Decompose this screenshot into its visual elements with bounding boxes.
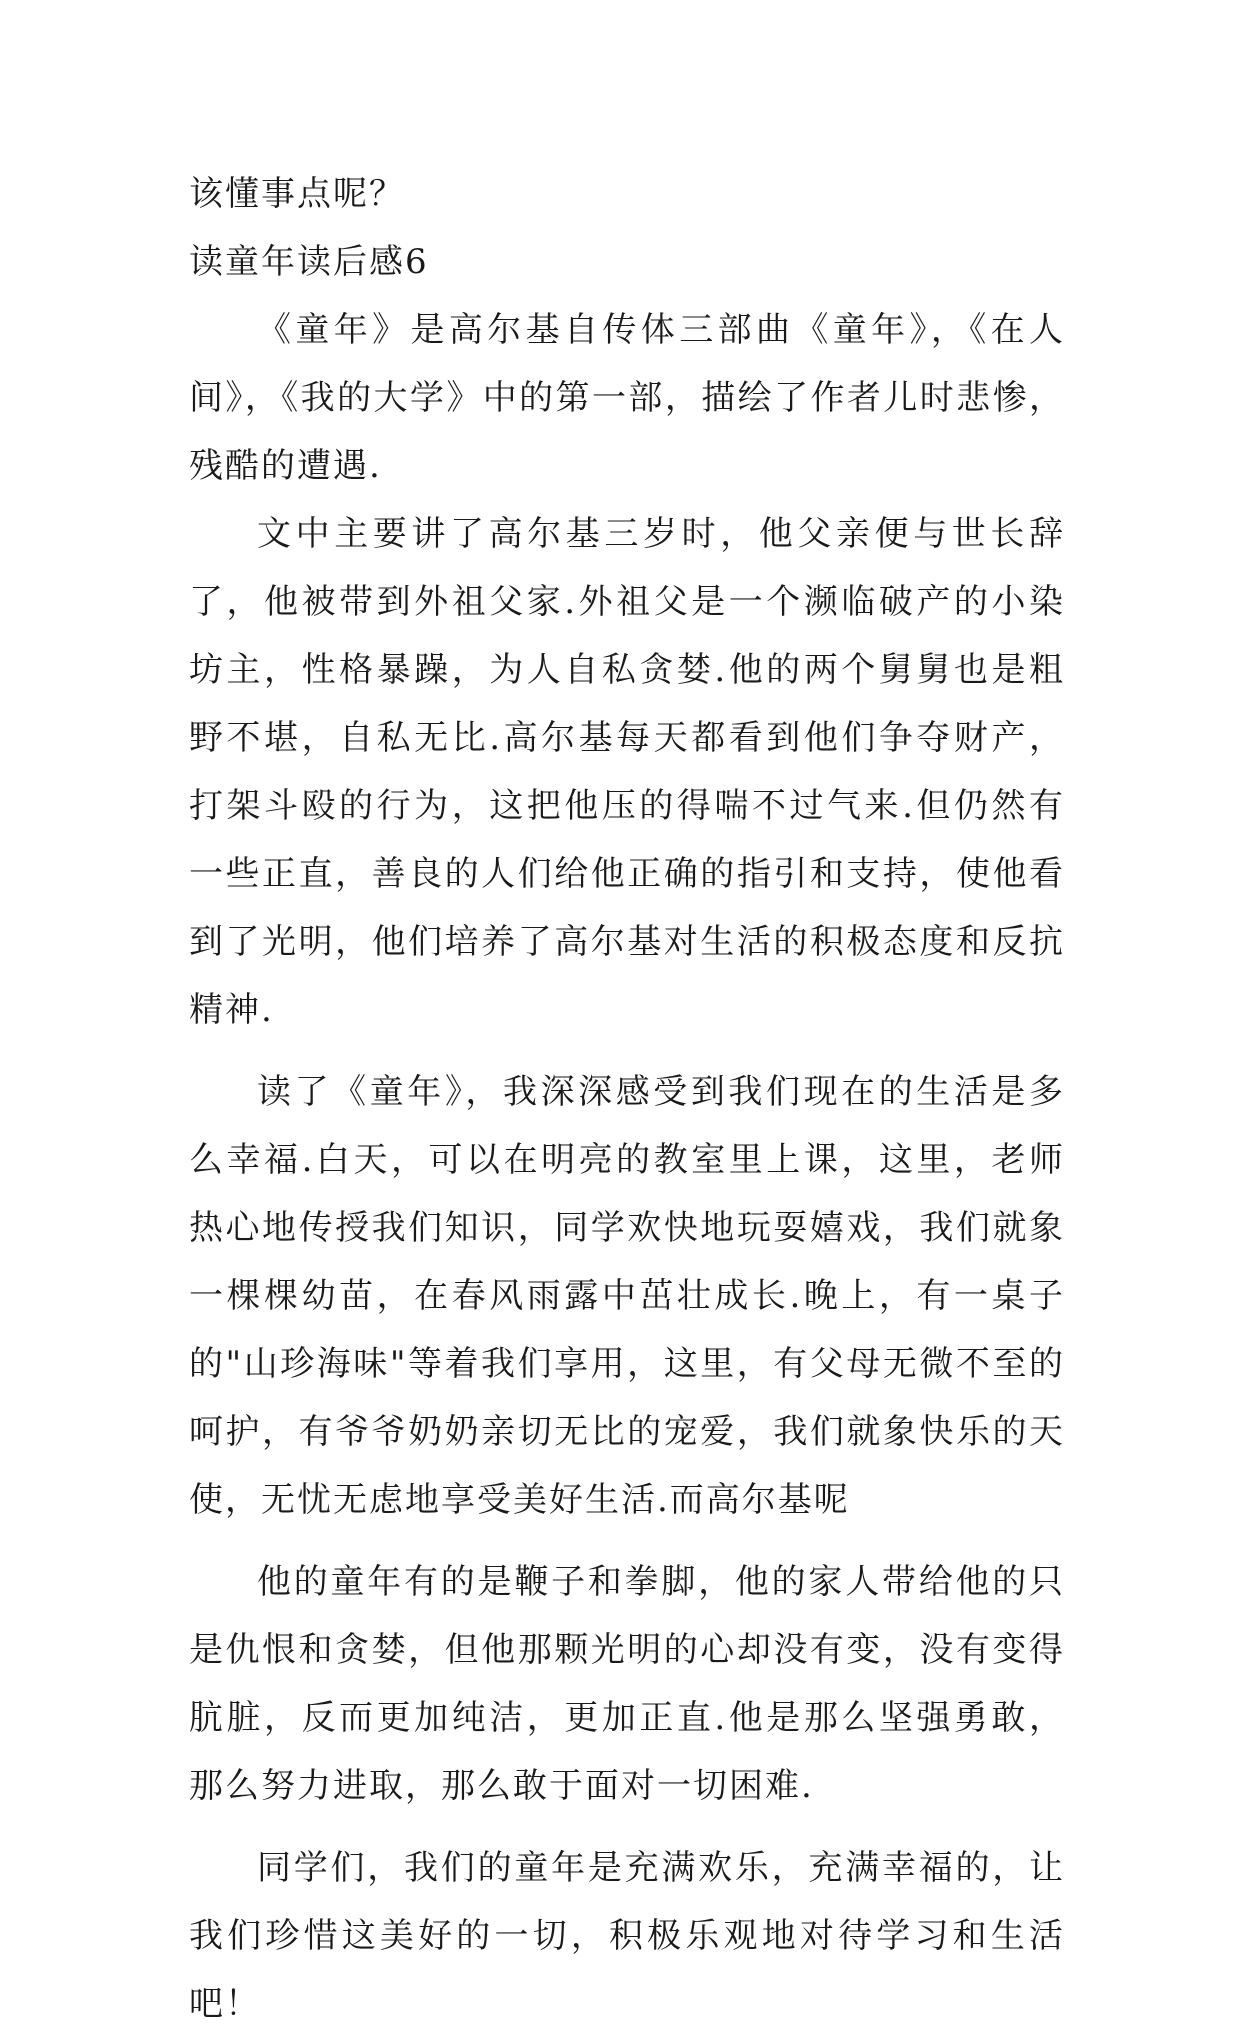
paragraph-4: 他的童年有的是鞭子和拳脚，他的家人带给他的只是仇恨和贪婪，但他那颗光明的心却没有变，没有变得肮脏，反而更加纯洁，更加正直.他是那么坚强勇敢，那么努力进取，那么敢于面对一切困难. [189, 1562, 1065, 1806]
lead-line: 该懂事点呢？ [189, 174, 405, 214]
essay-title: 读童年读后感6 [189, 242, 429, 282]
paragraph-3: 读了《童年》，我深深感受到我们现在的生活是多么幸福.白天，可以在明亮的教室里上课，这里，老师热心地传授我们知识，同学欢快地玩耍嬉戏，我们就象一棵棵幼苗，在春风雨露中茁壮成长.晚上，有一桌子的"山珍海味"等着我们享用，这里，有父母无微不至的呵护，有爷爷奶奶亲切无比的宠爱，我们就象快乐的天使，无忧无虑地享受美好生活.而高尔基呢 [189, 1072, 1065, 1520]
paragraph-1: 《童年》是高尔基自传体三部曲《童年》，《在人间》，《我的大学》中的第一部，描绘了作者儿时悲惨，残酷的遭遇. [189, 310, 1065, 486]
document-body [189, 160, 1065, 2038]
paragraph-5: 同学们，我们的童年是充满欢乐，充满幸福的，让我们珍惜这美好的一切，积极乐观地对待学习和生活吧！ [189, 1848, 1065, 2024]
paragraph-2: 文中主要讲了高尔基三岁时，他父亲便与世长辞了，他被带到外祖父家.外祖父是一个濒临破产的小染坊主，性格暴躁，为人自私贪婪.他的两个舅舅也是粗野不堪，自私无比.高尔基每天都看到他们争夺财产，打架斗殴的行为，这把他压的得喘不过气来.但仍然有一些正直，善良的人们给他正确的指引和支持，使他看到了光明，他们培养了高尔基对生活的积极态度和反抗精神. [189, 514, 1065, 1030]
